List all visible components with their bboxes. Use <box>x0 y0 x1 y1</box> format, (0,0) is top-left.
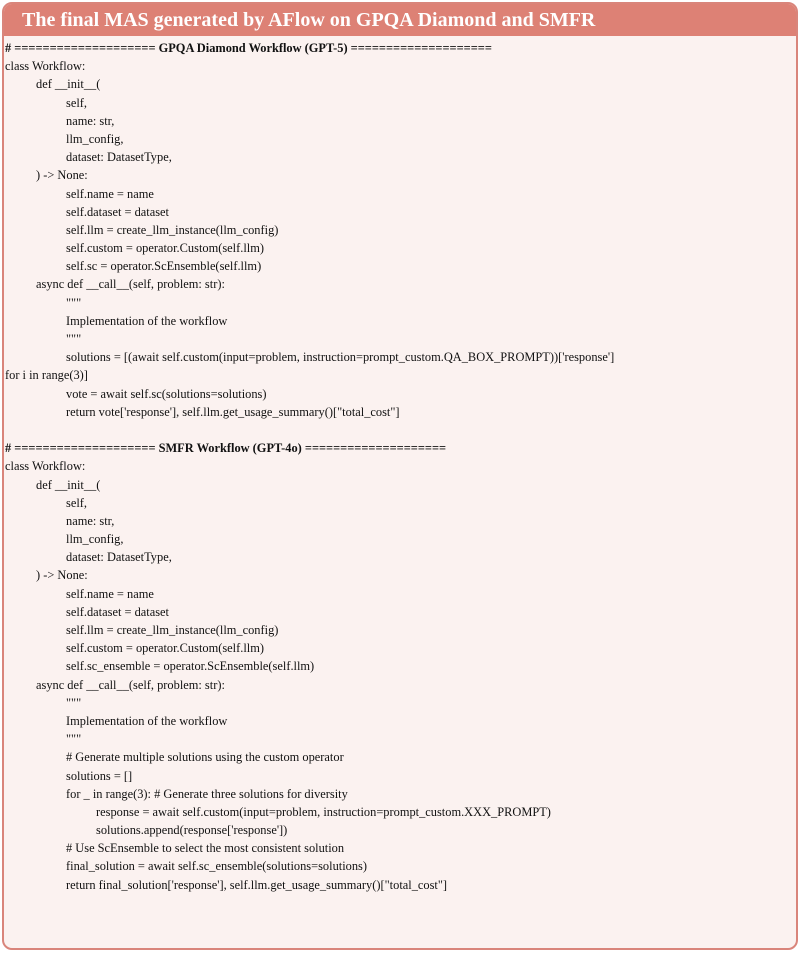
code-line: self.sc_ensemble = operator.ScEnsemble(self.llm) <box>66 659 315 674</box>
code-line: def __init__( <box>36 477 101 492</box>
code-line: solutions = [] <box>66 768 133 783</box>
code-line: Implementation of the workflow <box>66 713 228 728</box>
code-line: class Workflow: <box>5 459 86 474</box>
code-line: dataset: DatasetType, <box>66 150 172 165</box>
code-line: for _ in range(3): # Generate three solutions for diversity <box>66 786 348 801</box>
section-header-line: # ==================== SMFR Workflow (GPT-4o) ==================== <box>5 441 447 456</box>
code-line: """ <box>66 695 82 710</box>
code-listing <box>4 36 796 894</box>
code-line: self.name = name <box>66 186 154 201</box>
code-line: def __init__( <box>36 77 101 92</box>
code-line: self.dataset = dataset <box>66 204 169 219</box>
code-line: async def __call__(self, problem: str): <box>36 277 225 292</box>
code-line: async def __call__(self, problem: str): <box>36 677 225 692</box>
code-line: self.custom = operator.Custom(self.llm) <box>66 641 264 656</box>
code-line: self.llm = create_llm_instance(llm_config) <box>66 222 279 237</box>
code-line: dataset: DatasetType, <box>66 550 172 565</box>
code-line: response = await self.custom(input=problem, instruction=prompt_custom.XXX_PROMPT) <box>96 804 551 819</box>
code-line: """ <box>66 332 82 346</box>
code-line: return final_solution['response'], self.llm.get_usage_summary()["total_cost"] <box>66 877 448 892</box>
figure-title: The final MAS generated by AFlow on GPQA Diamond and SMFR <box>4 4 796 36</box>
code-line: self.name = name <box>66 586 154 601</box>
code-line: self, <box>66 495 87 510</box>
code-line: name: str, <box>66 513 115 528</box>
code-line: # Generate multiple solutions using the custom operator <box>66 750 344 765</box>
code-line: self, <box>66 95 87 110</box>
code-line: vote = await self.sc(solutions=solutions) <box>66 386 267 401</box>
code-line: self.sc = operator.ScEnsemble(self.llm) <box>66 259 262 274</box>
code-line: ) -> None: <box>36 168 88 183</box>
code-line: self.custom = operator.Custom(self.llm) <box>66 241 264 256</box>
code-line: llm_config, <box>66 532 124 547</box>
code-line: llm_config, <box>66 131 124 146</box>
code-line: Implementation of the workflow <box>66 313 228 328</box>
code-line: ) -> None: <box>36 568 88 583</box>
code-line: self.llm = create_llm_instance(llm_config) <box>66 623 279 637</box>
blank-line <box>4 421 796 439</box>
code-line: class Workflow: <box>5 59 86 74</box>
code-line: self.dataset = dataset <box>66 604 169 619</box>
code-line: final_solution = await self.sc_ensemble(solutions=solutions) <box>66 859 367 874</box>
code-line: for i in range(3)] <box>5 368 88 383</box>
code-line: """ <box>66 295 82 310</box>
section-header-line: # ==================== GPQA Diamond Workflow (GPT-5) ==================== <box>5 41 492 55</box>
code-line: name: str, <box>66 113 115 128</box>
code-line: """ <box>66 732 82 747</box>
code-line: return vote['response'], self.llm.get_usage_summary()["total_cost"] <box>66 404 400 419</box>
code-line: # Use ScEnsemble to select the most consistent solution <box>66 841 345 856</box>
code-line: solutions = [(await self.custom(input=problem, instruction=prompt_custom.QA_BOX_PROMPT))['response'] <box>66 350 615 365</box>
code-figure-box <box>2 2 798 950</box>
code-line: solutions.append(response['response']) <box>96 823 288 838</box>
